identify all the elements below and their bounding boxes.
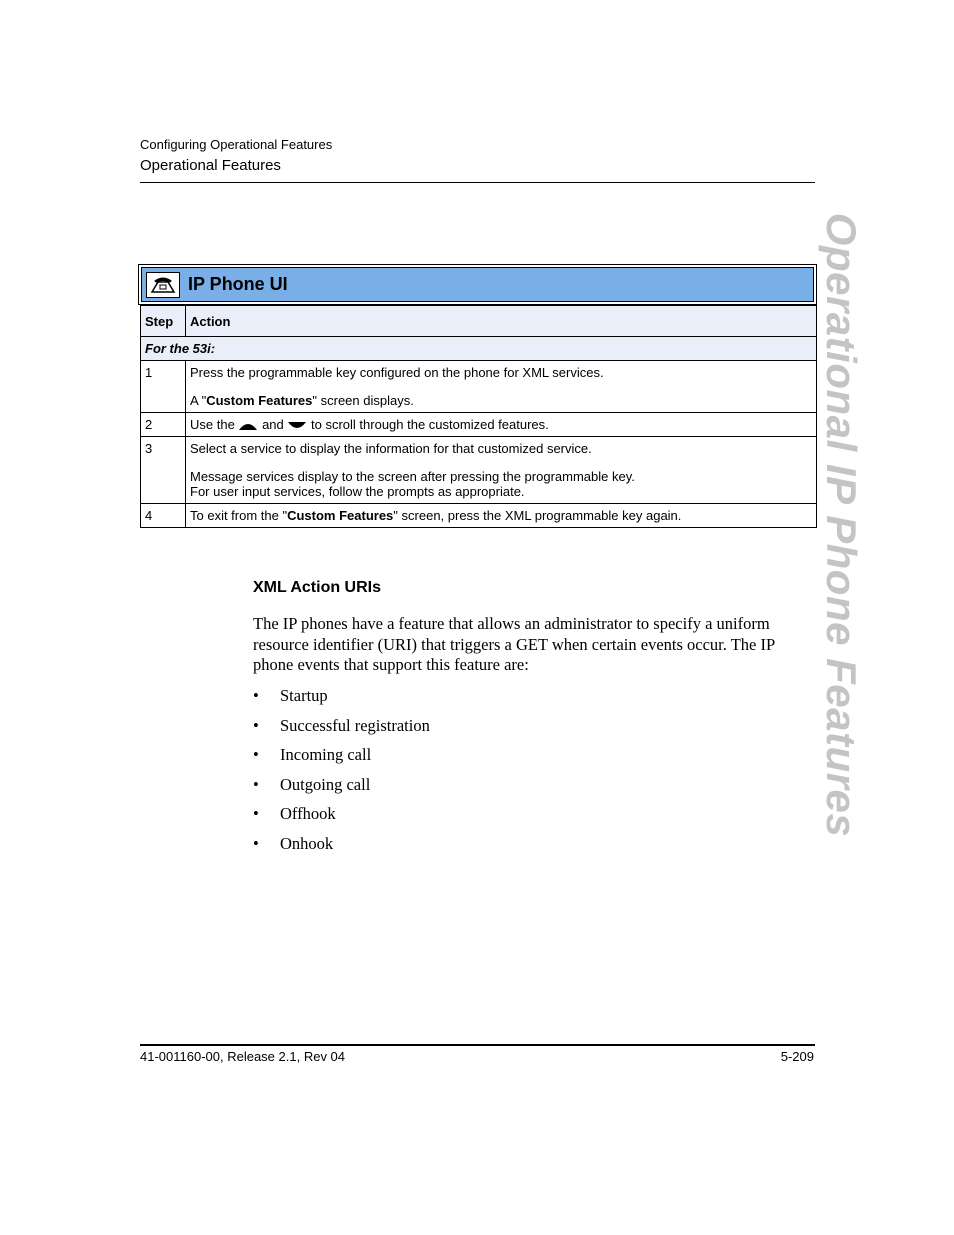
step-text: Select a service to display the information for that customized service. [190,441,592,456]
procedure-title: IP Phone UI [188,274,288,294]
list-item: • Offhook [253,804,336,824]
footer-divider [140,1044,815,1046]
list-item: • Startup [253,686,328,705]
list-item: • Successful registration [253,715,430,735]
table-row [141,361,817,413]
list-item: • Onhook [253,833,334,853]
body-paragraph: The IP phones have a feature that allows an administrator to specify a uniform resource identifier (URI) that triggers a GET when certain events occur. The IP phone events that support this feature are: [253,614,775,674]
down-arrow-key-icon [287,421,307,431]
column-header-action: Action [186,306,817,337]
step-number: 4 [141,504,186,528]
section-heading: XML Action URIs [253,579,382,596]
step-number: 2 [141,413,186,437]
table-subheading: For the 53i: [141,337,817,361]
table-subheading-row [141,337,817,361]
up-arrow-key-icon [238,421,258,431]
side-tab-label: Operational IP Phone Features [818,212,865,838]
step-action [186,437,817,504]
event-list [253,686,430,864]
steps-table [140,305,817,528]
procedure-table [138,264,817,528]
step-text: Message services display to the screen after pressing the programmable key. [190,469,635,484]
running-header-chapter: Configuring Operational Features [140,137,333,152]
footer-page-number: 5-209 [780,1049,814,1064]
step-text: For user input services, follow the prompts as appropriate. [190,484,525,499]
desk-phone-icon [146,272,180,298]
step-text: A "Custom Features" screen displays. [190,393,414,408]
table-row [141,437,817,504]
footer-doc-id: 41-001160-00, Release 2.1, Rev 04 [140,1049,346,1064]
step-text: Press the programmable key configured on the phone for XML services. [190,365,604,380]
table-row [141,413,817,437]
running-header-section: Operational Features [140,157,281,174]
table-header-row [141,306,817,337]
header-divider [140,182,815,183]
list-item: • Incoming call [253,745,372,765]
step-action [186,361,817,413]
step-action: Use the and to scroll through the customized features. [186,413,817,437]
step-number: 3 [141,437,186,504]
step-action: To exit from the "Custom Features" screen, press the XML programmable key again. [186,504,817,528]
column-header-step: Step [141,306,186,337]
procedure-title-bar [138,264,817,305]
step-number: 1 [141,361,186,413]
list-item: • Outgoing call [253,774,371,794]
table-row [141,504,817,528]
